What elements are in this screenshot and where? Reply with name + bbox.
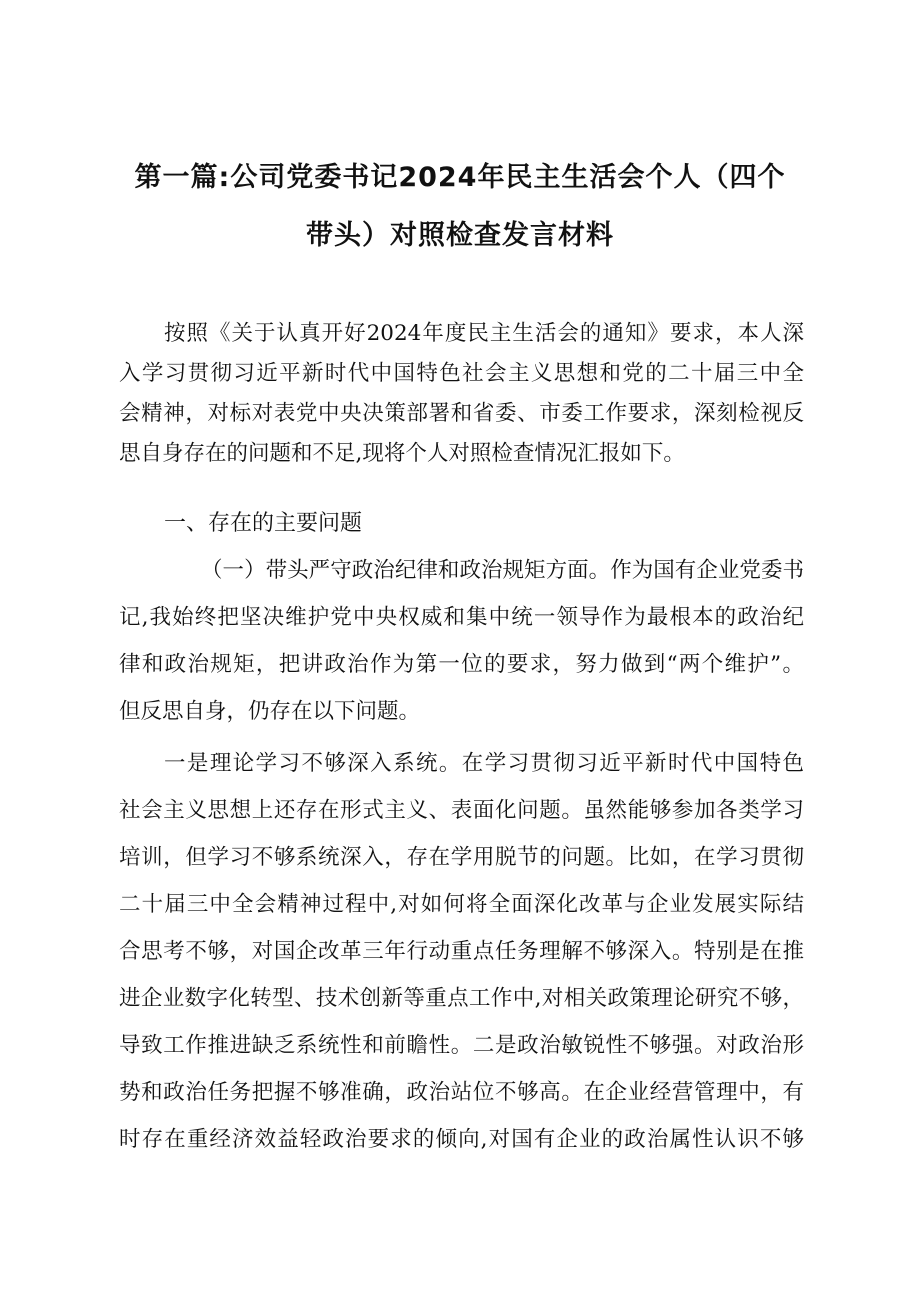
- body-paragraph-line: 合思考不够，对国企改革三年行动重点任务理解不够深入。特别是在推: [119, 939, 804, 964]
- body-paragraph-line: 导致工作推进缺乏系统性和前瞻性。二是政治敏锐性不够强。对政治形: [119, 1033, 804, 1058]
- intro-paragraph-line: 会精神，对标对表党中央决策部署和省委、市委工作要求，深刻检视反: [119, 401, 804, 426]
- body-paragraph-line: 一是理论学习不够深入系统。在学习贯彻习近平新时代中国特色: [164, 751, 804, 776]
- body-paragraph-line: 时存在重经济效益轻政治要求的倾向,对国有企业的政治属性认识不够: [119, 1127, 804, 1152]
- subsection-paragraph-line: 但反思自身，仍存在以下问题。: [119, 699, 421, 724]
- subsection-paragraph-line: 记,我始终把坚决维护党中央权威和集中统一领导作为最根本的政治纪: [119, 605, 804, 630]
- subsection-paragraph-line: （一）带头严守政治纪律和政治规矩方面。作为国有企业党委书: [201, 558, 804, 583]
- body-paragraph-line: 二十届三中全会精神过程中,对如何将全面深化改革与企业发展实际结: [119, 892, 804, 917]
- intro-paragraph-line: 按照《关于认真开好2024年度民主生活会的通知》要求，本人深: [164, 321, 804, 346]
- section-heading: 一、存在的主要问题: [164, 511, 363, 536]
- body-paragraph-line: 培训，但学习不够系统深入，存在学用脱节的问题。比如，在学习贯彻: [119, 845, 804, 870]
- body-paragraph-line: 进企业数字化转型、技术创新等重点工作中,对相关政策理论研究不够，: [119, 986, 804, 1011]
- subsection-paragraph-line: 律和政治规矩，把讲政治作为第一位的要求，努力做到“两个维护”。: [119, 652, 804, 677]
- document-title-line-2: 带头）对照检查发言材料: [306, 220, 614, 251]
- body-paragraph-line: 社会主义思想上还存在形式主义、表面化问题。虽然能够参加各类学习: [119, 798, 804, 823]
- intro-paragraph-line: 思自身存在的问题和不足,现将个人对照检查情况汇报如下。: [119, 441, 685, 466]
- document-title-line-1: 第一篇:公司党委书记2024年民主生活会个人（四个: [134, 162, 786, 193]
- body-paragraph-line: 势和政治任务把握不够准确，政治站位不够高。在企业经营管理中，有: [119, 1080, 804, 1105]
- intro-paragraph-line: 入学习贯彻习近平新时代中国特色社会主义思想和党的二十届三中全: [119, 361, 804, 386]
